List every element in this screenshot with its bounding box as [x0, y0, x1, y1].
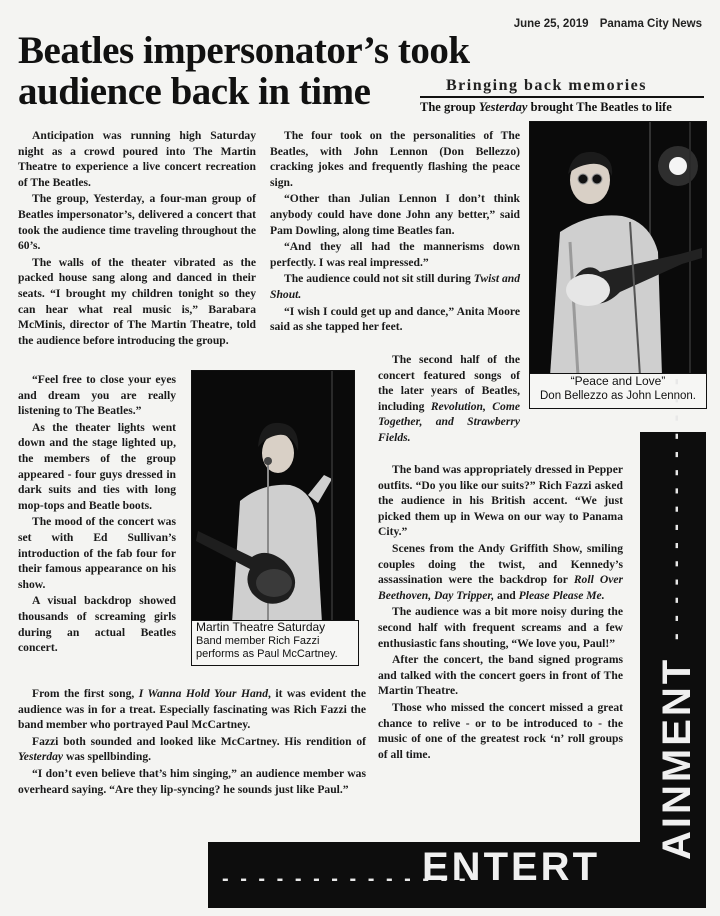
headline-line-2: audience back in time	[18, 70, 371, 113]
kicker-rule	[420, 96, 704, 98]
paragraph: “I don’t even believe that’s him singing,” an audience member was overheard saying. “Are they lip-syncing? he sounds just like Paul.”	[18, 766, 366, 796]
paragraph: “Feel free to close your eyes and dream you are really listening to The Beatles.”	[18, 373, 176, 418]
caption-text: Don Bellezzo as John Lennon.	[540, 390, 696, 402]
article-column-2	[270, 128, 520, 335]
publication-name: Panama City News	[599, 18, 702, 30]
caption-title: “Peace and Love”	[570, 374, 666, 388]
banner-dashes-vertical: - - - - - - - - - - - - - - -	[665, 375, 687, 640]
paragraph: The audience could not sit still during Twist and Shout.	[270, 272, 520, 301]
photo-paul-mccartney-caption	[191, 620, 359, 666]
paragraph: The group, Yesterday, a four-man group of Beatles impersonator’s, delivered a concert that took the audience time traveling throughout the 60’s.	[18, 192, 256, 253]
paragraph: Those who missed the concert missed a great chance to relive - or to be introduced to - the music of one of the greatest rock ‘n’ roll groups of all time.	[378, 700, 623, 761]
photo-paul-mccartney-image	[192, 371, 354, 623]
dateline	[514, 18, 702, 30]
paragraph: Anticipation was running high Saturday night as a crowd poured into The Martin Theatre to experience a live concert recreation of The Beatles.	[18, 129, 256, 189]
paragraph: “I wish I could get up and dance,” Anita Moore said as she tapped her feet.	[270, 304, 520, 334]
issue-date: June 25, 2019	[513, 18, 589, 30]
banner-dashes: - - - - - - - - - - - - - -	[222, 868, 469, 890]
photo-paul-mccartney	[191, 370, 355, 624]
caption-text: Band member Rich Fazzi	[196, 634, 320, 647]
photo-john-lennon	[529, 121, 707, 377]
kicker: Bringing back memories	[446, 77, 647, 94]
paragraph: “Other than Julian Lennon I don’t think anybody could have done John any better,” said Pam Dowling, along time Beatles fan.	[270, 192, 520, 237]
paragraph: The mood of the concert was set with Ed Sullivan’s introduction of the fab four for their famous appearance on his show.	[18, 515, 176, 591]
paragraph: Scenes from the Andy Griffith Show, smiling couples doing the twist, and Kennedy’s assassination were the backdrop for Roll Over Beethoven, Day Tripper, and Please Please Me.	[378, 541, 624, 602]
subhead: The group Yesterday brought The Beatles to life	[420, 100, 672, 114]
paragraph: The walls of the theater vibrated as the packed house sang along and danced in their seats. “I brought my children tonight so they can hear what real music is,” Barabara McMinis, director of The Martin Theatre, told the audience before introducing the group.	[18, 255, 256, 347]
section-label-horizontal: ENTERT	[422, 845, 600, 889]
article-column-2-lower	[378, 462, 623, 762]
paragraph: As the theater lights went down and the stage lighted up, the members of the group appeared - four guys dressed in dark suits and ties with long mop-tops and Beatle boots.	[18, 420, 176, 512]
headline-line-1: Beatles impersonator’s took	[18, 29, 470, 72]
paragraph: The second half of the concert featured songs of the later years of Beatles, including Revolution, Come Together, and Strawberry Fields.	[378, 353, 520, 444]
section-label-vertical: AINMENT	[655, 656, 699, 860]
paragraph: The four took on the personalities of The Beatles, with John Lennon (Don Bellezzo) cracking jokes and frequently flashing the peace sign.	[270, 129, 520, 189]
caption-title: Martin Theatre Saturday	[196, 620, 326, 634]
caption-text: performs as Paul McCartney.	[196, 648, 338, 660]
paragraph: Fazzi both sounded and looked like McCartney. His rendition of Yesterday was spellbinding.	[18, 734, 366, 764]
paragraph: The audience was a bit more noisy during the second half with frequent screams and a few enthusiastic fans shouting, “We love you, Paul!”	[378, 605, 623, 650]
paragraph: The band was appropriately dressed in Pepper outfits. “Do you like our suits?” Rich Fazzi asked the audience in his British accent. “We just picked them up in Wewa on our way to Panama City.”	[378, 463, 623, 539]
article-column-1-bottom	[18, 686, 366, 797]
article-column-1-narrow	[18, 372, 176, 656]
paragraph: After the concert, the band signed programs and talked with the concert goers in front of The Martin Theatre.	[378, 653, 623, 698]
paragraph: A visual backdrop showed thousands of screaming girls during an actual Beatles concert.	[18, 594, 176, 655]
photo-john-lennon-image	[530, 122, 706, 376]
paragraph: “And they all had the mannerisms down perfectly. I was real impressed.”	[270, 240, 520, 269]
article-column-1	[18, 128, 256, 348]
article-column-2-narrow	[378, 352, 520, 446]
paragraph: From the first song, I Wanna Hold Your Hand, it was evident the audience was in for a treat. Especially fascinating was Rich Fazzi the band member who portrayed Paul McCartney.	[18, 687, 366, 732]
